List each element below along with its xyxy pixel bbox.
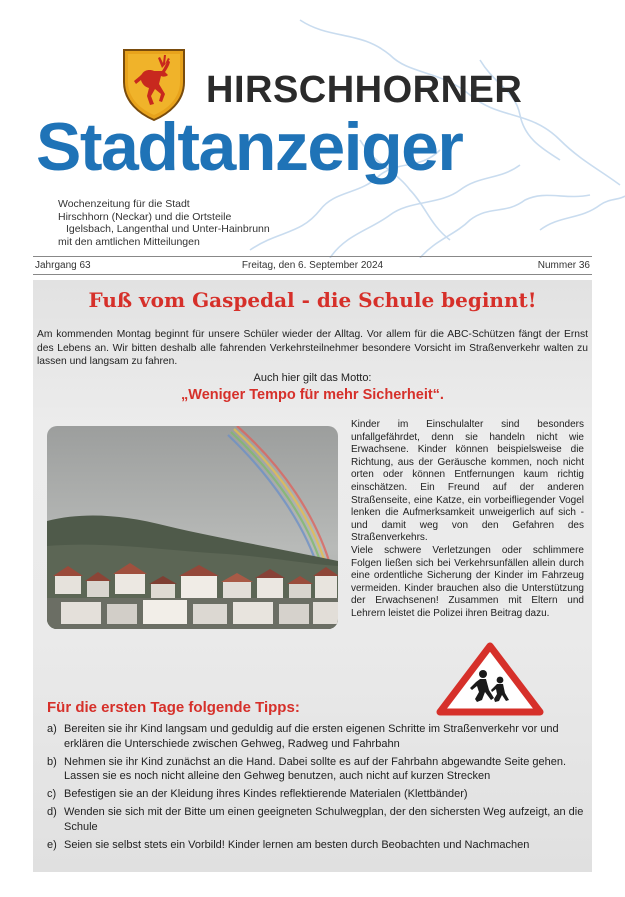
motto-lead: Auch hier gilt das Motto: bbox=[253, 372, 372, 384]
edition-volume: Jahrgang 63 bbox=[35, 260, 91, 271]
edition-bar bbox=[33, 256, 592, 275]
tip-letter: e) bbox=[47, 838, 57, 851]
tips-list bbox=[47, 722, 587, 856]
tip-text: Befestigen sie an der Kleidung ihres Kindes reflektierende Materialen (Klettbänder) bbox=[64, 788, 468, 800]
subtitle-line: Hirschhorn (Neckar) und die Ortsteile bbox=[58, 210, 232, 223]
tip-text: Seien sie selbst stets ein Vorbild! Kinder lernen am besten durch Beobachten und Nachmachen bbox=[64, 838, 530, 851]
tip-letter: b) bbox=[47, 755, 57, 768]
rainbow-town-photo bbox=[47, 426, 338, 629]
article bbox=[33, 280, 592, 872]
article-paragraph: Kinder im Einschulalter sind besonders unfallgefährdet, denn sie handeln nicht wie Erwachsene. Kinder können beispielsweise die Richtung, aus der Geräusche kommen, noch nicht orten oder können Entfernungen kaum richtig einschätzen. Ein Freund auf der anderen Straßenseite, eine Katze, ein vorbeifliegender Vogel lenken die Aufmerksamkeit unweigerlich auf sich - und damit weg von den Gefahren des Straßenverkehrs. bbox=[351, 419, 584, 544]
article-intro: Am kommenden Montag beginnt für unsere Schüler wieder der Alltag. Vor allem für die ABC-Schützen fängt der Ernst des Lebens an. Wir bitten deshalb alle fahrenden Verkehrsteilnehmer besondere Vorsicht im Straßenverkehr walten zu lassen und langsam zu fahren. bbox=[37, 329, 588, 367]
edition-date: Freitag, den 6. September 2024 bbox=[241, 260, 384, 271]
masthead-title-top: HIRSCHHORNER bbox=[206, 69, 523, 111]
subtitle-line: Igelsbach, Langenthal und Unter-Hainbrunn bbox=[66, 223, 270, 235]
list-item bbox=[47, 722, 587, 751]
tip-text: Wenden sie sich mit der Bitte um einen geeigneten Schulwegplan, der den sichersten Weg aufzeigt, an die Schule bbox=[64, 806, 584, 833]
article-column bbox=[351, 419, 584, 621]
masthead-subtitle bbox=[58, 198, 270, 248]
masthead bbox=[0, 0, 625, 258]
list-item bbox=[47, 787, 587, 802]
tip-letter: a) bbox=[47, 723, 57, 735]
masthead-title-main: Stadtanzeiger bbox=[36, 109, 463, 185]
tip-text: Nehmen sie ihr Kind zunächst an die Hand. Dabei sollte es auf der Fahrbahn abgewandte Seite gehen. Lassen sie es noch nicht alleine den Gehweg benutzen, auch nicht auf kurzen Strecken bbox=[64, 755, 567, 782]
motto: „Weniger Tempo für mehr Sicherheit“. bbox=[181, 387, 444, 403]
subtitle-line: mit den amtlichen Mitteilungen bbox=[58, 235, 200, 248]
edition-number: Nummer 36 bbox=[537, 260, 590, 271]
list-item bbox=[47, 805, 587, 834]
list-item bbox=[47, 838, 587, 853]
tip-letter: c) bbox=[47, 788, 57, 800]
children-crossing-warning-sign-icon bbox=[436, 642, 544, 716]
subtitle-line: Wochenzeitung für die Stadt bbox=[58, 198, 190, 210]
tip-letter: d) bbox=[47, 806, 57, 818]
tips-heading: Für die ersten Tage folgende Tipps: bbox=[47, 699, 300, 716]
list-item bbox=[47, 755, 587, 784]
article-headline: Fuß vom Gaspedal - die Schule beginnt! bbox=[88, 288, 537, 312]
tip-text: Bereiten sie ihr Kind langsam und geduldig auf die ersten eigenen Schritte im Straßenverkehr vor und erklären die Unterschiede zwischen Gehweg, Radweg und Fahrbahn bbox=[64, 723, 559, 750]
article-paragraph: Viele schwere Verletzungen oder schlimmere Folgen ließen sich bei Verkehrsunfällen allein durch eine ordentliche Sicherung der Kinder im Fahrzeug vermeiden. Kinder brauchen also die Unterstützung der Erwachsenen! Zusammen mit Eltern und Lehrern leistet die Polizei ihren Beitrag dazu. bbox=[351, 544, 584, 619]
